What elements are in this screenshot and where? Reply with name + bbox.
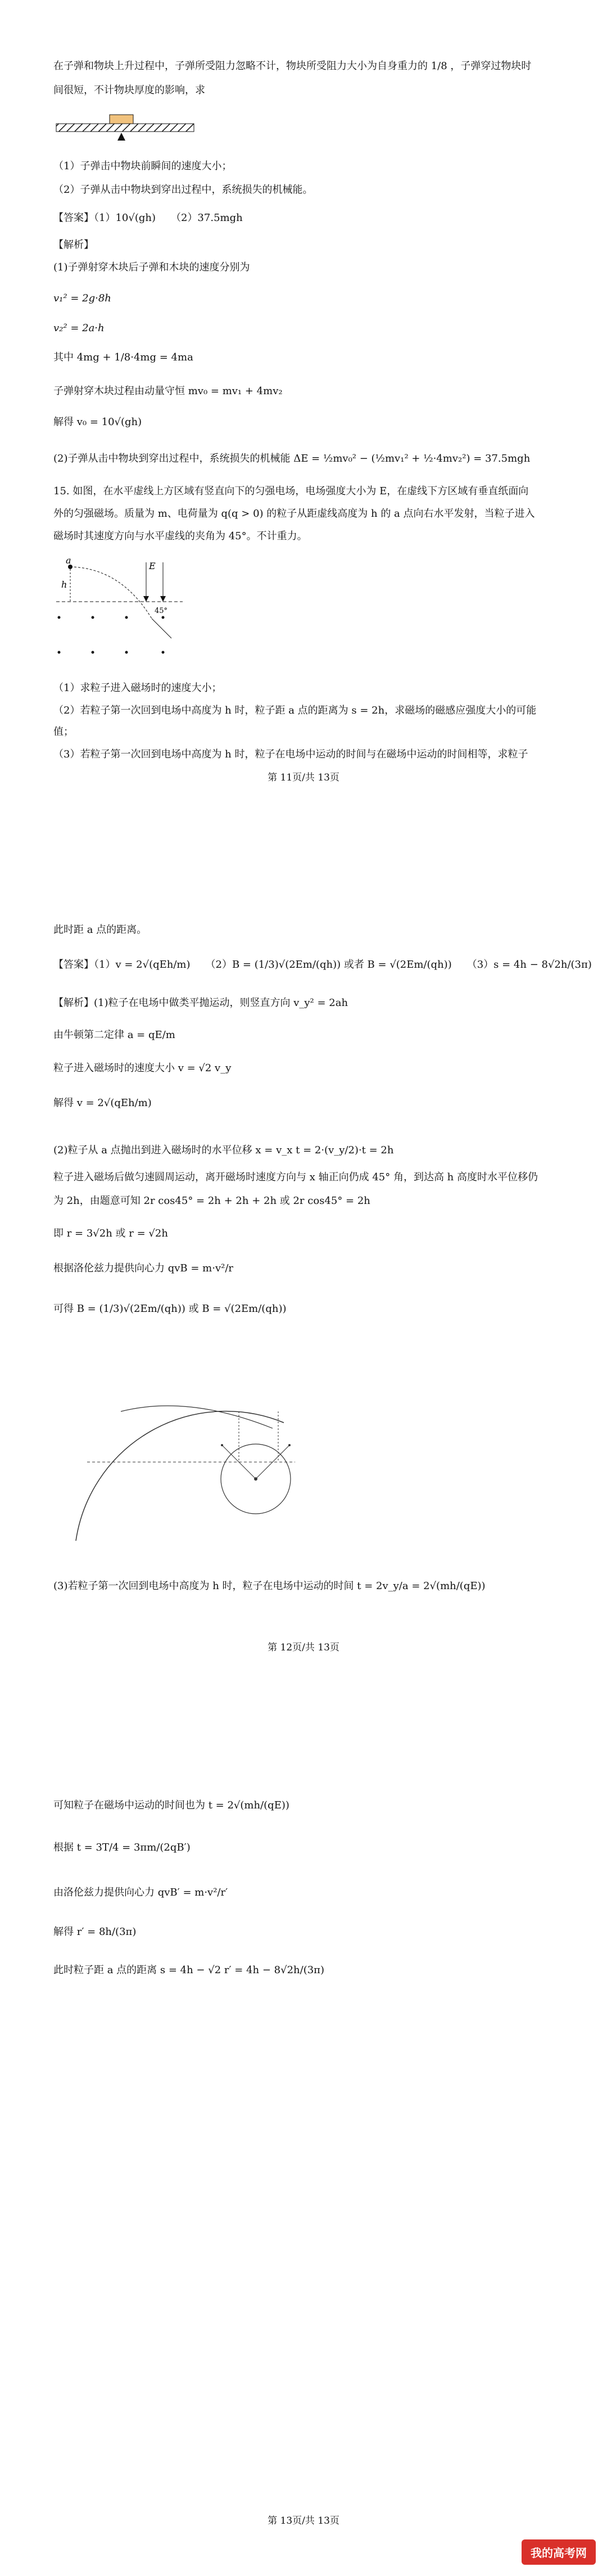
solution-line: 即 r = 3√2h 或 r = √2h (53, 1228, 168, 1239)
solution-line: 【解析】(1)粒子在电场中做类平抛运动，则竖直方向 v_y² = 2ah (53, 997, 348, 1009)
problem-14-text: 在子弹和物块上升过程中，子弹所受阻力忽略不计，物块所受阻力大小为自身重力的 1/8 ，子弹穿过物块时 (53, 60, 532, 72)
solution-line: 可知粒子在磁场中运动的时间也为 t = 2√(mh/(qE)) (53, 1799, 289, 1811)
equation: v₂² = 2a·h (53, 322, 105, 334)
solution-line: 根据 t = 3T/4 = 3πm/(2qB′) (53, 1842, 191, 1853)
solution-line: (3)若粒子第一次回到电场中高度为 h 时，粒子在电场中运动的时间 t = 2v_y/a = 2√(mh/(qE)) (53, 1580, 486, 1592)
question-2: （2）若粒子第一次回到电场中高度为 h 时，粒子距 a 点的距离为 s = 2h，求磁场的磁感应强度大小的可能 (53, 705, 537, 716)
problem-14-text: 间很短，不计物块厚度的影响，求 (53, 84, 205, 96)
trajectory-sketch (53, 1378, 295, 1541)
solution-line: 子弹射穿木块过程由动量守恒 mv₀ = mv₁ + 4mv₂ (53, 385, 283, 397)
analysis-heading: 【解析】 (53, 239, 94, 251)
page-footer: 第 11页/共 13页 (268, 772, 339, 783)
solution-line: 由洛伦兹力提供向心力 qvB′ = m·v²/r′ (53, 1887, 228, 1898)
solution-line: 解得 v = 2√(qEh/m) (53, 1097, 152, 1109)
field-diagram (53, 557, 188, 669)
page-footer: 第 13页/共 13页 (268, 2515, 339, 2527)
problem-15-text: 外的匀强磁场。质量为 m、电荷量为 q(q > 0) 的粒子从距虚线高度为 h 的 a 点向右水平发射，当粒子进入 (53, 508, 535, 520)
solution-line: 粒子进入磁场时的速度大小 v = √2 v_y (53, 1062, 232, 1074)
question-2: （2）子弹从击中物块到穿出过程中，系统损失的机械能。 (53, 184, 313, 196)
solution-line: (2)子弹从击中物块到穿出过程中，系统损失的机械能 ΔE = ½mv₀² − (½mv₁² + ½·4mv₂²) = 37.5mgh (53, 453, 531, 464)
answer-line: 【答案】（1）10√(gh) （2）37.5mgh (53, 212, 243, 224)
solution-line: 可得 B = (1/3)√(2Em/(qh)) 或 B = √(2Em/(qh)) (53, 1303, 287, 1315)
question-3: 此时距 a 点的距离。 (53, 924, 147, 936)
block-on-ceiling-figure (53, 112, 200, 146)
label-a: a (66, 557, 71, 566)
answer-line: 【答案】（1）v = 2√(qEh/m) （2）B = (1/3)√(2Em/(qh)) 或者 B = √(2Em/(qh)) （3）s = 4h − 8√2h/(3π) (53, 959, 592, 971)
equation: v₁² = 2g·8h (53, 292, 111, 304)
solution-line: 由牛顿第二定律 a = qE/m (53, 1029, 175, 1041)
question-1: （1）子弹击中物块前瞬间的速度大小； (53, 160, 232, 172)
solution-line: (1)子弹射穿木块后子弹和木块的速度分别为 (53, 261, 250, 273)
solution-line: 根据洛伦兹力提供向心力 qvB = m·v²/r (53, 1262, 234, 1274)
label-E: E (149, 561, 156, 571)
label-h: h (61, 579, 67, 590)
problem-15-text: 磁场时其速度方向与水平虚线的夹角为 45°。不计重力。 (53, 530, 307, 542)
label-angle: 45° (155, 607, 168, 615)
question-2: 值； (53, 726, 74, 738)
question-3: （3）若粒子第一次回到电场中高度为 h 时，粒子在电场中运动的时间与在磁场中运动的时间相等，求粒子 (53, 748, 528, 760)
solution-line: 粒子进入磁场后做匀速圆周运动，离开磁场时速度方向与 x 轴正向仍成 45° 角，到达高 h 高度时水平位移仍 (53, 1171, 538, 1183)
solution-line: 解得 v₀ = 10√(gh) (53, 416, 142, 428)
question-1: （1）求粒子进入磁场时的速度大小； (53, 682, 222, 694)
solution-line: 为 2h，由题意可知 2r cos45° = 2h + 2h + 2h 或 2r cos45° = 2h (53, 1195, 370, 1207)
problem-15-text: 15. 如图，在水平虚线上方区域有竖直向下的匀强电场，电场强度大小为 E，在虚线下方区域有垂直纸面向 (53, 485, 529, 497)
page-footer: 第 12页/共 13页 (268, 1642, 339, 1653)
solution-line: (2)粒子从 a 点抛出到进入磁场时的水平位移 x = v_x t = 2·(v_y/2)·t = 2h (53, 1144, 394, 1156)
solution-line: 解得 r′ = 8h/(3π) (53, 1926, 137, 1938)
equation: 其中 4mg + 1/8·4mg = 4ma (53, 351, 193, 363)
site-watermark-badge[interactable]: 我的高考网 (522, 2539, 596, 2565)
solution-line: 此时粒子距 a 点的距离 s = 4h − √2 r′ = 4h − 8√2h/(3π) (53, 1964, 325, 1976)
